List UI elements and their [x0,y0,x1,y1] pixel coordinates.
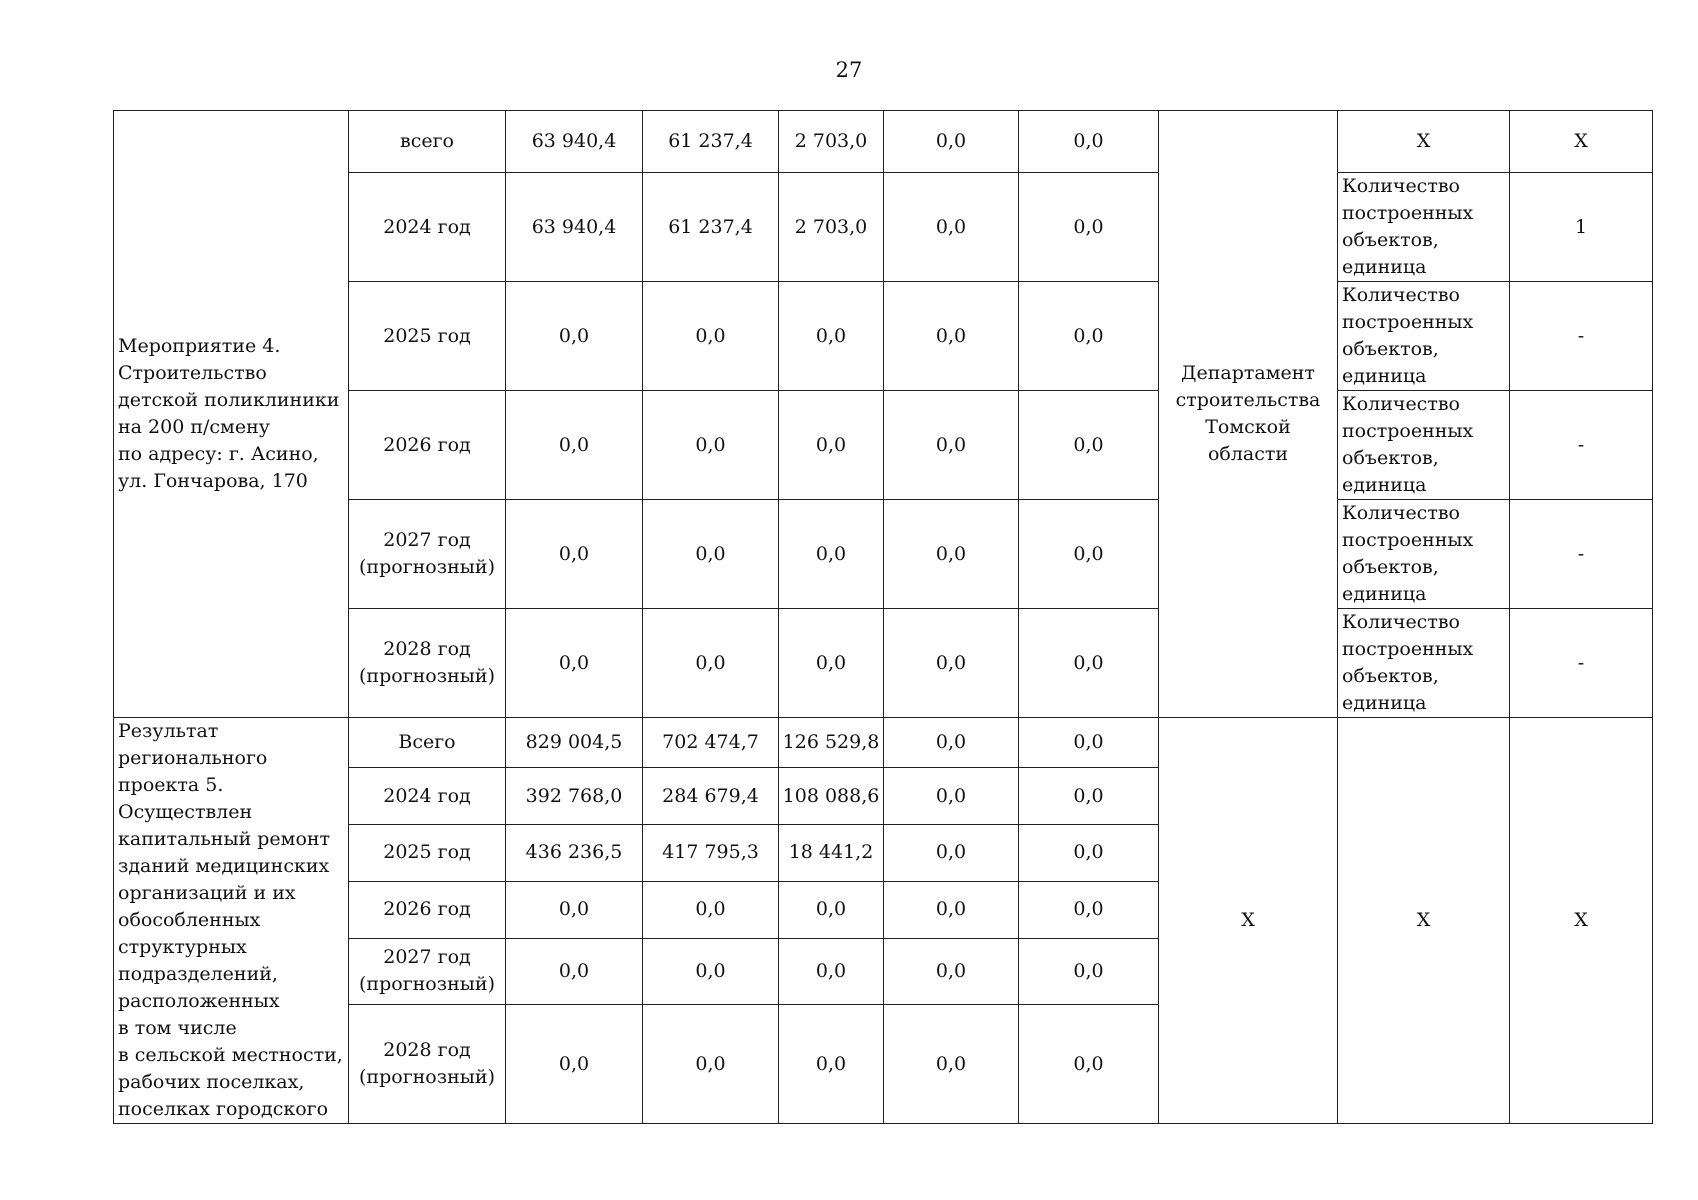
total-cell: 392 768,0 [506,768,643,824]
indicator-value-cell: X [1510,718,1653,1124]
local-cell: 0,0 [884,111,1019,173]
period-cell: Всего [349,718,506,768]
period-cell: 2028 год (прогнозный) [349,609,506,718]
regional-cell: 0,0 [779,609,884,718]
federal-cell: 0,0 [643,282,779,391]
indicator-value-cell: - [1510,609,1653,718]
local-cell: 0,0 [884,1005,1019,1124]
period-cell: 2024 год [349,173,506,282]
other-cell: 0,0 [1019,609,1159,718]
indicator-value-cell: - [1510,282,1653,391]
other-cell: 0,0 [1019,1005,1159,1124]
total-cell: 0,0 [506,938,643,1004]
other-cell: 0,0 [1019,391,1159,500]
period-cell: 2025 год [349,824,506,881]
regional-cell: 0,0 [779,1005,884,1124]
total-cell: 0,0 [506,1005,643,1124]
indicator-value-cell: X [1510,111,1653,173]
indicator-cell: Количество построенных объектов, единица [1338,609,1510,718]
local-cell: 0,0 [884,718,1019,768]
total-cell: 0,0 [506,882,643,938]
result-name-cell: Результат регионального проекта 5. Осуществлен капитальный ремонт зданий медицинских организаций и их обособленных структурных подразделений, расположенных в том числе в сельской местности, рабочих поселках, поселках городского [114,718,349,1124]
indicator-cell: Количество построенных объектов, единица [1338,391,1510,500]
local-cell: 0,0 [884,882,1019,938]
regional-cell: 2 703,0 [779,173,884,282]
federal-cell: 284 679,4 [643,768,779,824]
federal-cell: 0,0 [643,391,779,500]
federal-cell: 0,0 [643,938,779,1004]
total-cell: 0,0 [506,500,643,609]
indicator-cell: X [1338,111,1510,173]
regional-cell: 0,0 [779,282,884,391]
regional-cell: 126 529,8 [779,718,884,768]
federal-cell: 0,0 [643,500,779,609]
total-cell: 0,0 [506,609,643,718]
indicator-cell: Количество построенных объектов, единица [1338,500,1510,609]
federal-cell: 702 474,7 [643,718,779,768]
event-name-cell: Мероприятие 4. Строительство детской поликлиники на 200 п/смену по адресу: г. Асино, ул. Гончарова, 170 [114,111,349,718]
period-cell: 2025 год [349,282,506,391]
indicator-value-cell: - [1510,500,1653,609]
local-cell: 0,0 [884,173,1019,282]
period-cell: 2028 год (прогнозный) [349,1005,506,1124]
other-cell: 0,0 [1019,173,1159,282]
total-cell: 0,0 [506,282,643,391]
federal-cell: 0,0 [643,1005,779,1124]
other-cell: 0,0 [1019,111,1159,173]
table-row [114,111,1653,173]
other-cell: 0,0 [1019,500,1159,609]
regional-cell: 0,0 [779,391,884,500]
other-cell: 0,0 [1019,882,1159,938]
period-cell: 2024 год [349,768,506,824]
total-cell: 63 940,4 [506,111,643,173]
indicator-cell: Количество построенных объектов, единица [1338,173,1510,282]
period-cell: 2026 год [349,391,506,500]
federal-cell: 0,0 [643,882,779,938]
local-cell: 0,0 [884,282,1019,391]
federal-cell: 61 237,4 [643,111,779,173]
period-cell: 2027 год (прогнозный) [349,500,506,609]
other-cell: 0,0 [1019,718,1159,768]
page-number: 27 [835,58,863,82]
federal-cell: 0,0 [643,609,779,718]
regional-cell: 0,0 [779,882,884,938]
federal-cell: 417 795,3 [643,824,779,881]
other-cell: 0,0 [1019,282,1159,391]
regional-cell: 0,0 [779,500,884,609]
program-table [113,110,1653,1124]
local-cell: 0,0 [884,768,1019,824]
other-cell: 0,0 [1019,768,1159,824]
local-cell: 0,0 [884,391,1019,500]
local-cell: 0,0 [884,500,1019,609]
period-cell: всего [349,111,506,173]
other-cell: 0,0 [1019,824,1159,881]
local-cell: 0,0 [884,824,1019,881]
period-cell: 2027 год (прогнозный) [349,938,506,1004]
regional-cell: 2 703,0 [779,111,884,173]
total-cell: 0,0 [506,391,643,500]
other-cell: 0,0 [1019,938,1159,1004]
regional-cell: 0,0 [779,938,884,1004]
department-cell: Департамент строительства Томской области [1159,111,1338,718]
indicator-cell: X [1338,718,1510,1124]
table-row [114,718,1653,768]
regional-cell: 18 441,2 [779,824,884,881]
total-cell: 63 940,4 [506,173,643,282]
federal-cell: 61 237,4 [643,173,779,282]
local-cell: 0,0 [884,938,1019,1004]
local-cell: 0,0 [884,609,1019,718]
indicator-value-cell: 1 [1510,173,1653,282]
indicator-value-cell: - [1510,391,1653,500]
period-cell: 2026 год [349,882,506,938]
indicator-cell: Количество построенных объектов, единица [1338,282,1510,391]
department-cell: X [1159,718,1338,1124]
regional-cell: 108 088,6 [779,768,884,824]
total-cell: 436 236,5 [506,824,643,881]
total-cell: 829 004,5 [506,718,643,768]
